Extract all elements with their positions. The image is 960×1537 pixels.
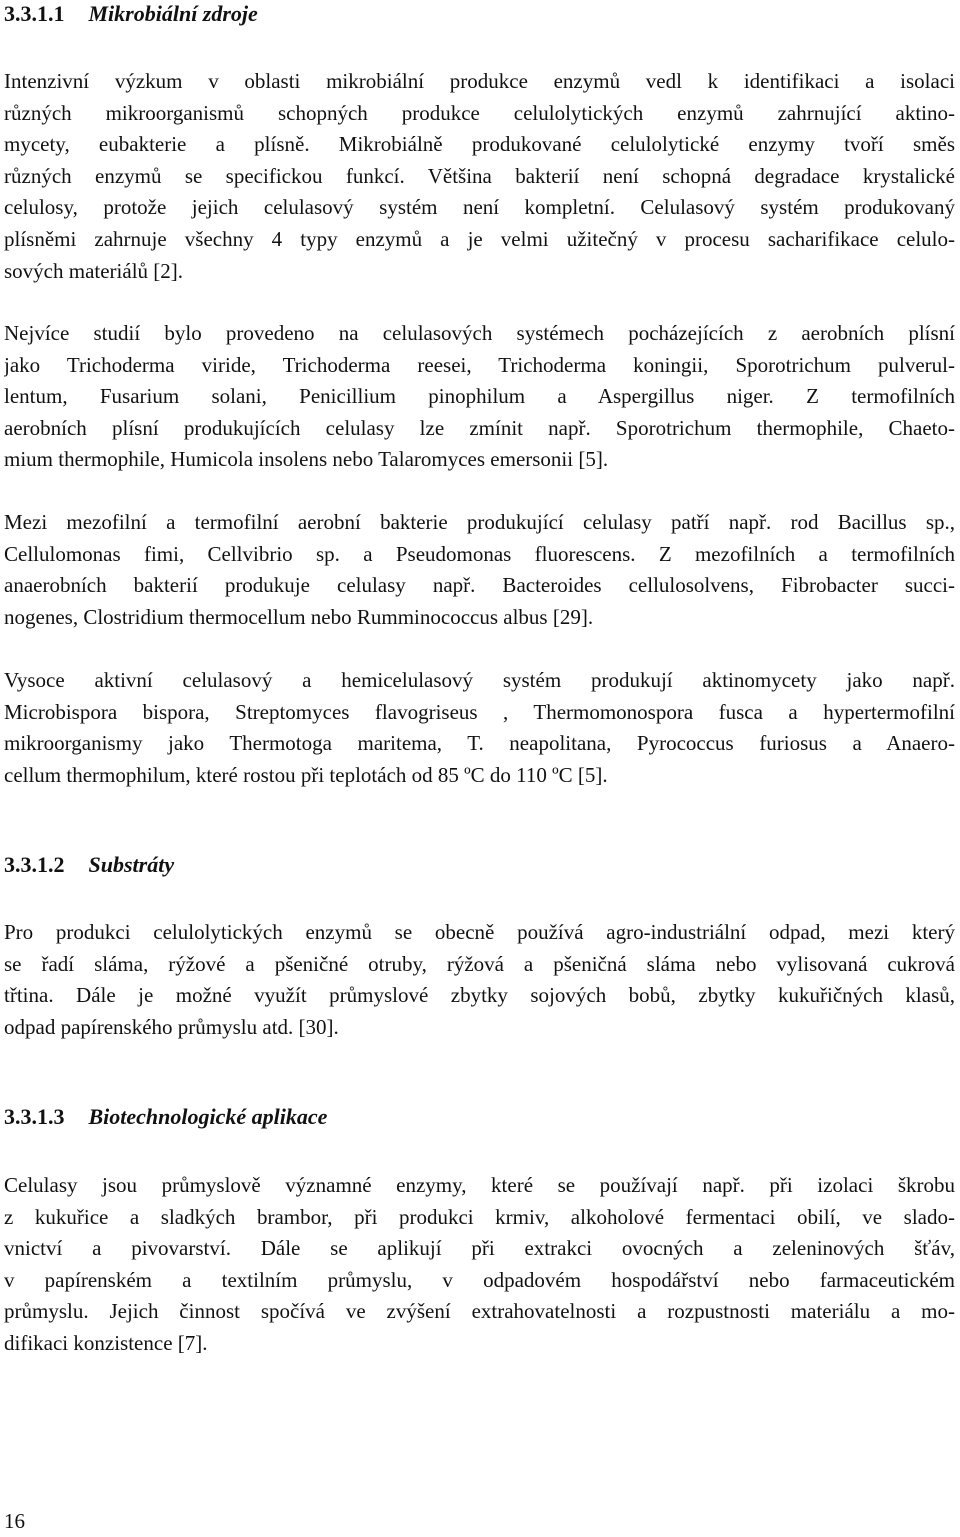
section-heading-biotech-applications xyxy=(4,1103,327,1131)
text-line: mycety, eubakterie a plísně. Mikrobiálně produkované celulolytické enzymy tvoří směs xyxy=(4,132,955,157)
section-number: 3.3.1.2 xyxy=(4,852,65,877)
text-line: v papírenském a textilním průmyslu, v odpadovém hospodářství nebo farmaceutickém xyxy=(4,1267,955,1292)
text-line: Vysoce aktivní celulasový a hemicelulasový systém produkují aktinomycety jako např. xyxy=(4,668,955,692)
text-line: jako Trichoderma viride, Trichoderma reesei, Trichoderma koningii, Sporotrichum pulverul- xyxy=(4,352,955,377)
text-line: odpad papírenského průmyslu atd. [30]. xyxy=(4,1014,339,1039)
text-line: třtina. Dále je možné využít průmyslové zbytky sojových bobů, zbytky kukuřičných klasů, xyxy=(4,983,955,1008)
text-line: sových materiálů [2]. xyxy=(4,258,184,283)
section-title: Substráty xyxy=(88,852,175,877)
text-line: difikaci konzistence [7]. xyxy=(4,1330,208,1355)
text-line: anaerobních bakterií produkuje celulasy např. Bacteroides cellulosolvens, Fibrobacter succi- xyxy=(4,573,955,598)
text-line: Cellulomonas fimi, Cellvibrio sp. a Pseudomonas fluorescens. Z mezofilních a termofilních xyxy=(4,541,955,566)
text-line: nogenes, Clostridium thermocellum nebo Rumminococcus albus [29]. xyxy=(4,604,594,629)
text-line: vnictví a pivovarství. Dále se aplikují při extrakci ovocných a zeleninových šťáv, xyxy=(4,1236,955,1261)
section-title: Mikrobiální zdroje xyxy=(88,1,258,26)
paragraph xyxy=(4,318,955,476)
text-line: celulosy, protože jejich celulasový systém není kompletní. Celulasový systém produkovaný xyxy=(4,195,955,220)
text-line: Celulasy jsou průmyslově významné enzymy, které se používají např. při izolaci škrobu xyxy=(4,1173,955,1197)
text-line: Pro produkci celulolytických enzymů se obecně používá agro-industriální odpad, mezi který xyxy=(4,920,955,944)
text-line: Intenzivní výzkum v oblasti mikrobiální produkce enzymů vedl k identifikaci a isolaci xyxy=(4,69,955,93)
text-line: průmyslu. Jejich činnost spočívá ve zvýšení extrahovatelnosti a rozpustnosti materiálu a mo- xyxy=(4,1299,955,1324)
text-line: mium thermophile, Humicola insolens nebo Talaromyces emersonii [5]. xyxy=(4,447,609,472)
text-line: aerobních plísní produkujících celulasy lze zmínit např. Sporotrichum thermophile, Chaeto- xyxy=(4,415,955,440)
paragraph xyxy=(4,665,955,791)
text-line: z kukuřice a sladkých brambor, při produkci krmiv, alkoholové fermentaci obilí, ve slado- xyxy=(4,1204,955,1229)
text-line: mikroorganismy jako Thermotoga maritema, T. neapolitana, Pyrococcus furiosus a Anaero- xyxy=(4,731,955,756)
section-heading-microbial-sources xyxy=(4,0,258,28)
text-line: Microbispora bispora, Streptomyces flavogriseus , Thermomonospora fusca a hypertermofilní xyxy=(4,699,955,724)
text-line: se řadí sláma, rýžové a pšeničné otruby, rýžová a pšeničná sláma nebo vylisovaná cukrová xyxy=(4,951,955,976)
paragraph xyxy=(4,507,955,633)
section-number: 3.3.1.1 xyxy=(4,1,65,26)
section-number: 3.3.1.3 xyxy=(4,1104,65,1129)
paragraph xyxy=(4,66,955,287)
section-title: Biotechnologické aplikace xyxy=(88,1104,328,1129)
section-heading-substrates xyxy=(4,851,174,879)
text-line: různých enzymů se specifickou funkcí. Většina bakterií není schopná degradace krystalické xyxy=(4,163,955,188)
paragraph xyxy=(4,917,955,1043)
text-line: plísněmi zahrnuje všechny 4 typy enzymů a je velmi užitečný v procesu sacharifikace celulo- xyxy=(4,226,955,251)
text-line: cellum thermophilum, které rostou při teplotách od 85 ºC do 110 ºC [5]. xyxy=(4,762,608,787)
page-number: 16 xyxy=(4,1509,25,1533)
text-line: Nejvíce studií bylo provedeno na celulasových systémech pocházejících z aerobních plísní xyxy=(4,321,955,345)
text-line: různých mikroorganismů schopných produkce celulolytických enzymů zahrnující aktino- xyxy=(4,100,955,125)
text-line: lentum, Fusarium solani, Penicillium pinophilum a Aspergillus niger. Z termofilních xyxy=(4,384,955,409)
text-line: Mezi mezofilní a termofilní aerobní bakterie produkující celulasy patří např. rod Bacillus sp., xyxy=(4,510,955,534)
paragraph xyxy=(4,1170,955,1360)
